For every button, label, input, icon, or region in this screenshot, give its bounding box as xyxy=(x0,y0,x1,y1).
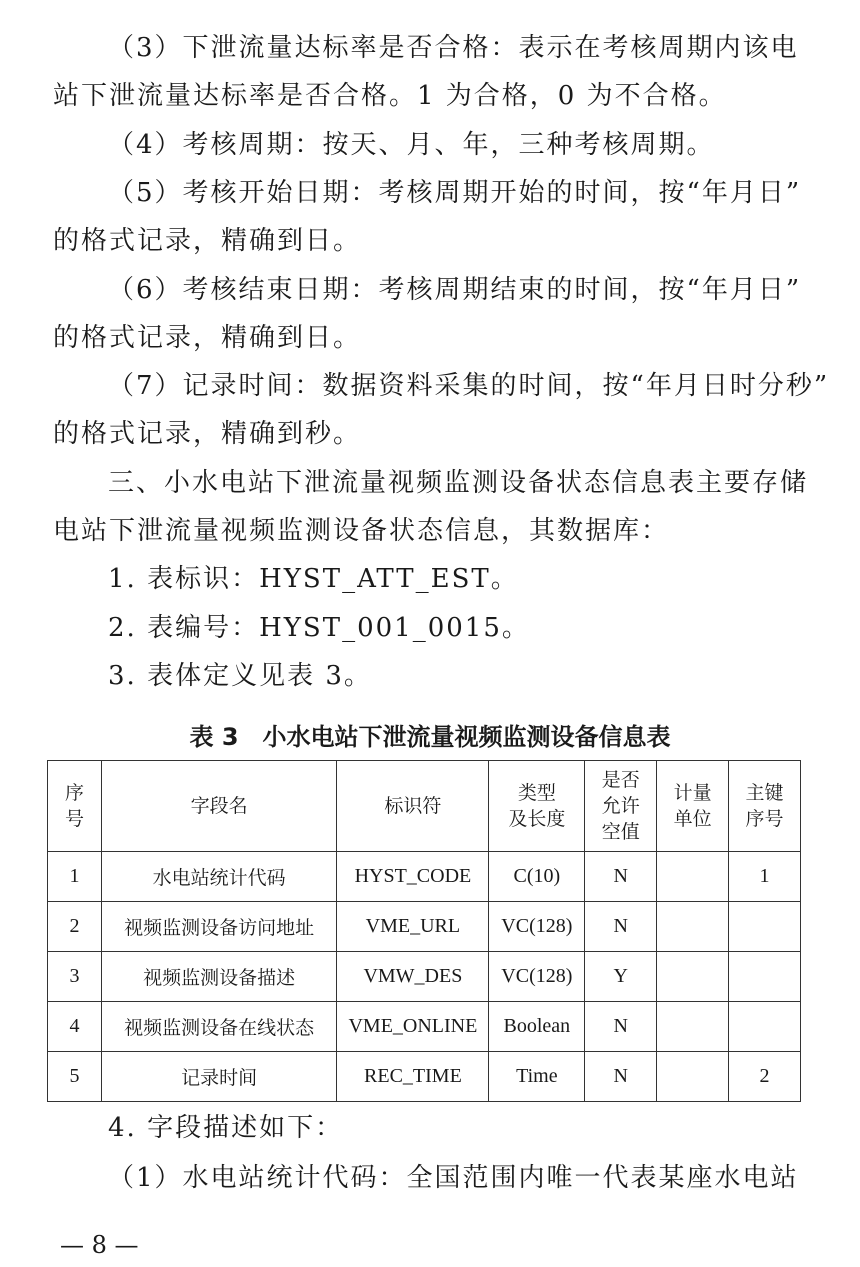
table-cell: N xyxy=(585,1052,657,1102)
table-cell xyxy=(657,1002,729,1052)
table-cell xyxy=(657,852,729,902)
table-cell: HYST_CODE xyxy=(337,852,489,902)
table-cell xyxy=(729,902,801,952)
table-row xyxy=(48,1002,801,1052)
table-body xyxy=(48,852,801,1102)
column-header xyxy=(585,761,657,852)
table-cell: 2 xyxy=(729,1052,801,1102)
column-header-line: 允许 xyxy=(601,795,640,817)
table-cell: 水电站统计代码 xyxy=(101,852,337,902)
column-header-line: 标识符 xyxy=(384,795,442,817)
table-cell: C(10) xyxy=(489,852,585,902)
text-line: 电站下泄流量视频监测设备状态信息，其数据库： xyxy=(53,516,670,546)
text-line: （3）下泄流量达标率是否合格：表示在考核周期内该电 xyxy=(108,33,799,63)
table-cell: Time xyxy=(489,1052,585,1102)
text-line: 三、小水电站下泄流量视频监测设备状态信息表主要存储 xyxy=(108,467,809,498)
table-header-row xyxy=(48,761,801,852)
text-line: 的格式记录，精确到日。 xyxy=(53,226,362,257)
table-cell: VME_URL xyxy=(337,902,489,952)
table-cell: 1 xyxy=(729,852,801,902)
text-line: 2. 表编号：HYST_001_0015。 xyxy=(108,612,530,643)
table-cell xyxy=(657,1052,729,1102)
table-cell: VC(128) xyxy=(489,902,585,952)
table-cell xyxy=(657,952,729,1002)
column-header-line: 空值 xyxy=(601,821,640,843)
column-header xyxy=(729,761,801,852)
column-header-line: 计量 xyxy=(673,782,712,804)
column-header-line: 序号 xyxy=(745,808,784,830)
table-cell: 5 xyxy=(48,1052,102,1102)
text-line: （1）水电站统计代码：全国范围内唯一代表某座水电站 xyxy=(108,1163,799,1193)
table-cell: 4 xyxy=(48,1002,102,1052)
table-cell: VC(128) xyxy=(489,952,585,1002)
column-header-line: 序 xyxy=(64,782,84,804)
table-cell: VME_ONLINE xyxy=(337,1002,489,1052)
table-cell: 1 xyxy=(48,852,102,902)
text-line: （5）考核开始日期：考核周期开始的时间，按“年月日” xyxy=(108,177,802,208)
column-header xyxy=(101,761,337,852)
column-header-line: 类型 xyxy=(517,782,556,804)
table-cell: 视频监测设备描述 xyxy=(101,952,337,1002)
text-line: 1. 表标识：HYST_ATT_EST。 xyxy=(108,564,519,595)
column-header-line: 是否 xyxy=(601,769,640,791)
text-line: 3. 表体定义见表 3。 xyxy=(108,660,372,691)
page-number: — 8 — xyxy=(60,1231,139,1259)
field-definition-table xyxy=(47,760,801,1102)
text-line: （7）记录时间：数据资料采集的时间，按“年月日时分秒” xyxy=(108,371,830,402)
table-cell: 视频监测设备访问地址 xyxy=(101,902,337,952)
table-row xyxy=(48,1052,801,1102)
table-cell xyxy=(657,902,729,952)
column-header xyxy=(337,761,489,852)
table-cell xyxy=(729,1002,801,1052)
table-cell: 记录时间 xyxy=(101,1052,337,1102)
column-header-line: 号 xyxy=(64,808,84,830)
table-cell: VMW_DES xyxy=(337,952,489,1002)
column-header xyxy=(48,761,102,852)
text-line: 站下泄流量达标率是否合格。1 为合格，0 为不合格。 xyxy=(53,81,727,112)
table-cell: N xyxy=(585,852,657,902)
column-header-line: 主键 xyxy=(745,782,784,804)
column-header-line: 单位 xyxy=(673,808,712,830)
text-line: （4）考核周期：按天、月、年，三种考核周期。 xyxy=(108,129,715,160)
column-header xyxy=(489,761,585,852)
table-cell: N xyxy=(585,902,657,952)
text-line: （6）考核结束日期：考核周期结束的时间，按“年月日” xyxy=(108,274,802,305)
text-line: 的格式记录，精确到日。 xyxy=(53,322,362,353)
table-cell: 2 xyxy=(48,902,102,952)
table-row xyxy=(48,952,801,1002)
table-caption: 表 3 小水电站下泄流量视频监测设备信息表 xyxy=(189,723,671,751)
table-cell: Boolean xyxy=(489,1002,585,1052)
text-line: 的格式记录，精确到秒。 xyxy=(53,419,362,450)
table-cell: 3 xyxy=(48,952,102,1002)
table-cell xyxy=(729,952,801,1002)
table-row xyxy=(48,852,801,902)
table-cell: REC_TIME xyxy=(337,1052,489,1102)
column-header-line: 及长度 xyxy=(508,808,566,830)
text-line: 4. 字段描述如下： xyxy=(108,1113,344,1143)
column-header xyxy=(657,761,729,852)
table-row xyxy=(48,902,801,952)
table-cell: 视频监测设备在线状态 xyxy=(101,1002,337,1052)
table-cell: Y xyxy=(585,952,657,1002)
table-cell: N xyxy=(585,1002,657,1052)
column-header-line: 字段名 xyxy=(190,795,248,817)
